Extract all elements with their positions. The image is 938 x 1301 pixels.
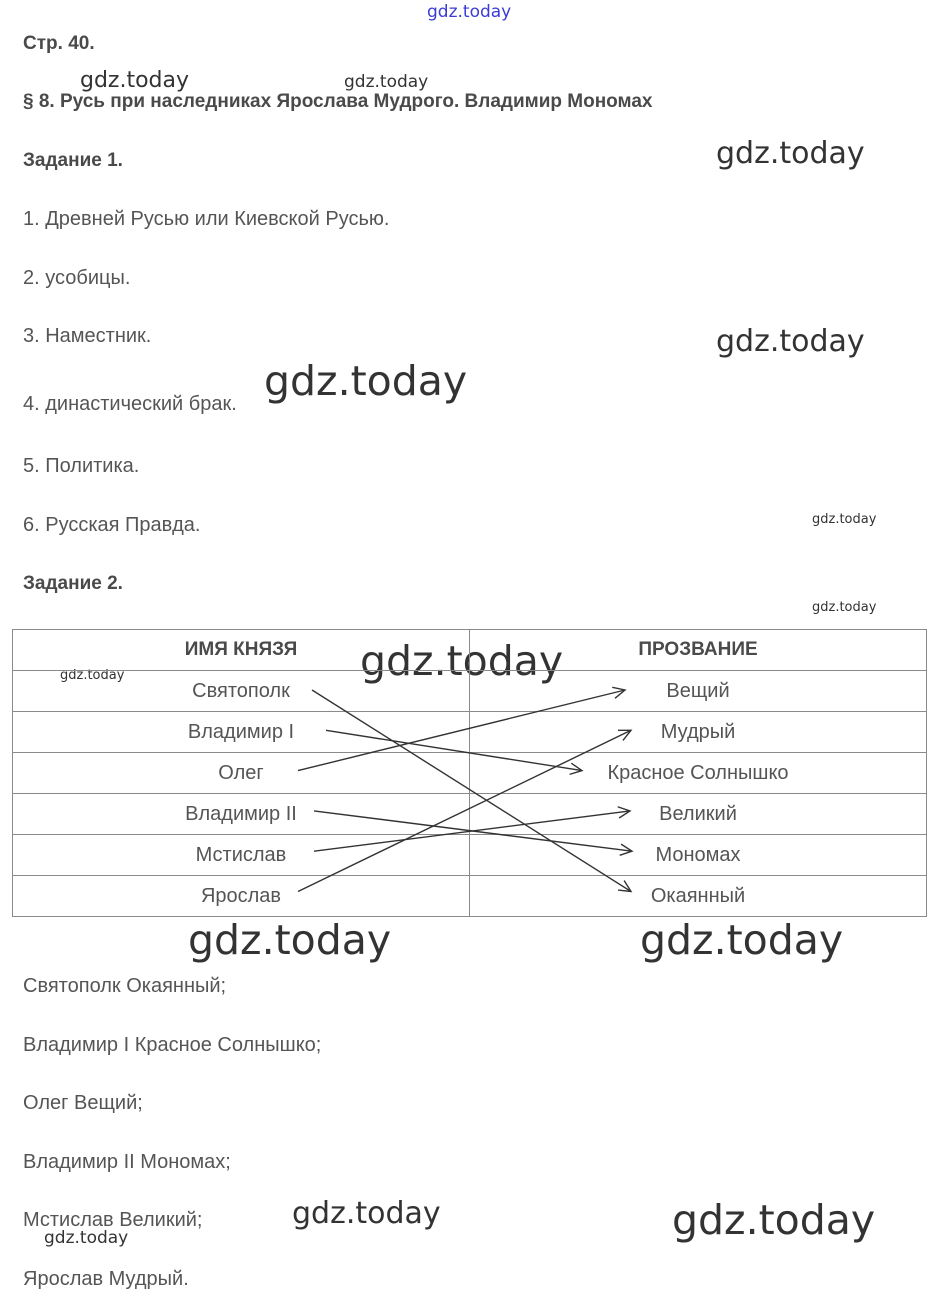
task1-title: Задание 1. xyxy=(23,150,123,171)
table-row xyxy=(13,794,927,835)
task2-answer-3: Олег Вещий; xyxy=(23,1092,143,1114)
page-title: Стр. 40. xyxy=(23,33,95,54)
header-nickname: ПРОЗВАНИЕ xyxy=(470,630,927,671)
task2-answer-5: Мстислав Великий; xyxy=(23,1209,203,1231)
prince-nickname: Мудрый xyxy=(470,712,927,753)
task1-answer-1: 1. Древней Русью или Киевской Русью. xyxy=(23,208,390,230)
watermark: gdz.today xyxy=(716,136,865,171)
task1-answer-2: 2. усобицы. xyxy=(23,267,131,289)
prince-name: Ярослав xyxy=(13,876,470,917)
table-row xyxy=(13,712,927,753)
watermark: gdz.today xyxy=(812,512,877,527)
prince-nickname: Красное Солнышко xyxy=(470,753,927,794)
watermark: gdz.today xyxy=(672,1196,876,1244)
table-row xyxy=(13,753,927,794)
watermark: gdz.today xyxy=(264,357,468,405)
watermark: gdz.today xyxy=(188,916,392,964)
task2-answer-1: Святополк Окаянный; xyxy=(23,975,227,997)
task1-answer-5: 5. Политика. xyxy=(23,455,140,477)
prince-nickname: Окаянный xyxy=(470,876,927,917)
table-row xyxy=(13,671,927,712)
task1-answer-4: 4. династический брак. xyxy=(23,393,237,415)
prince-nickname: Вещий xyxy=(470,671,927,712)
task2-title: Задание 2. xyxy=(23,573,123,594)
prince-name: Владимир II xyxy=(13,794,470,835)
watermark: gdz.today xyxy=(292,1196,441,1231)
task2-answer-2: Владимир I Красное Солнышко; xyxy=(23,1034,322,1056)
matching-table xyxy=(12,629,927,917)
watermark: gdz.today xyxy=(812,600,877,615)
prince-name: Святополк xyxy=(13,671,470,712)
task1-answer-3: 3. Наместник. xyxy=(23,325,152,347)
watermark-top: gdz.today xyxy=(427,2,512,22)
header-prince-name: ИМЯ КНЯЗЯ xyxy=(13,630,470,671)
table-row xyxy=(13,835,927,876)
task2-answer-6: Ярослав Мудрый. xyxy=(23,1268,189,1290)
task2-answer-4: Владимир II Мономах; xyxy=(23,1151,231,1173)
watermark: gdz.today xyxy=(60,668,125,683)
prince-name: Олег xyxy=(13,753,470,794)
prince-nickname: Великий xyxy=(470,794,927,835)
prince-name: Мстислав xyxy=(13,835,470,876)
table-row xyxy=(13,876,927,917)
watermark: gdz.today xyxy=(344,72,429,92)
watermark: gdz.today xyxy=(716,324,865,359)
prince-nickname: Мономах xyxy=(470,835,927,876)
watermark: gdz.today xyxy=(80,68,190,93)
table-header-row xyxy=(13,630,927,671)
watermark: gdz.today xyxy=(44,1228,129,1248)
watermark: gdz.today xyxy=(640,916,844,964)
watermark: gdz.today xyxy=(360,637,564,685)
prince-name: Владимир I xyxy=(13,712,470,753)
task1-answer-6: 6. Русская Правда. xyxy=(23,514,201,536)
section-title: § 8. Русь при наследниках Ярослава Мудрого. Владимир Мономах xyxy=(23,91,653,112)
